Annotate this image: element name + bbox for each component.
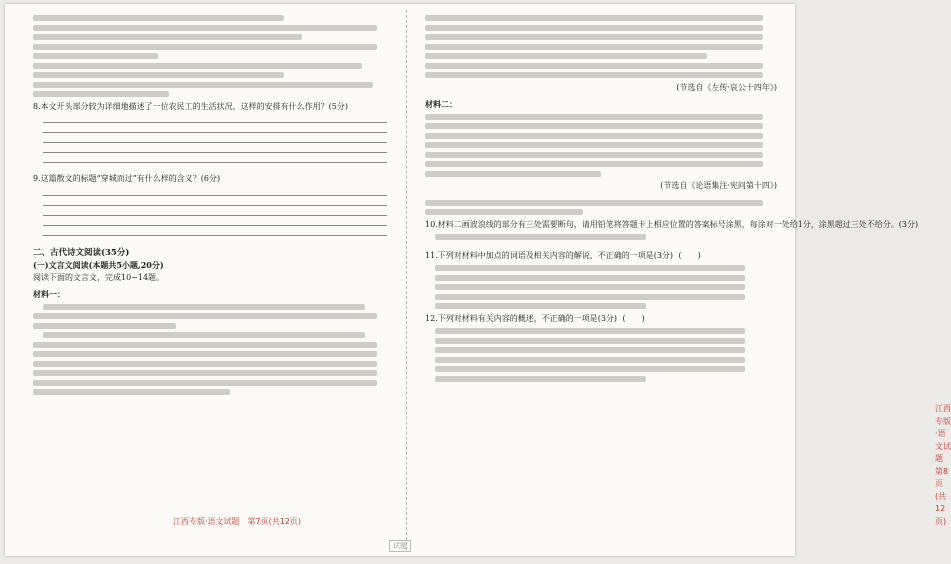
annotations <box>425 200 777 216</box>
answer-line <box>43 152 387 153</box>
question-11 <box>425 250 777 263</box>
reading-instructions: 阅读下面的文言文，完成10~14题。 <box>33 272 165 282</box>
center-fold <box>406 10 407 550</box>
material-2-label: 材料二： <box>425 99 457 109</box>
page-footer-right: 江西专版·语文试题 第8页(共12页) <box>935 404 951 526</box>
answer-line <box>43 195 387 196</box>
answer-area-9 <box>33 195 391 236</box>
question-12-text: 12.下列对材料有关内容的概述，不正确的一项是(3分) <box>425 313 618 323</box>
answer-paren-12: ( ) <box>622 313 645 323</box>
exam-sheet <box>5 4 951 556</box>
question-11-text: 11.下列对材料中加点的词语及相关内容的解说，不正确的一项是(3分) <box>425 250 674 260</box>
source-1: (节选自《左传·哀公十四年》) <box>676 82 777 92</box>
answer-line <box>43 225 387 226</box>
page-8 <box>415 12 951 534</box>
question-8: 8.本文开头部分较为详细地描述了一位农民工的生活状况，这样的安排有什么作用？(5分) <box>33 101 348 111</box>
answer-line <box>43 122 387 123</box>
answer-area-8 <box>33 122 391 163</box>
source-2: (节选自《论语集注·宪问第十四》) <box>660 181 777 190</box>
classical-text-1-continued <box>425 15 777 78</box>
page-7 <box>23 12 401 534</box>
material-1-label: 材料一： <box>33 289 65 299</box>
section-title: 二、古代诗文阅读(35分) <box>33 247 130 258</box>
classical-text-1 <box>33 304 391 396</box>
question-9: 9.这篇散文的标题“穿城而过”有什么样的含义？(6分) <box>33 174 221 183</box>
question-10: 10.材料二画波浪线的部分有三处需要断句，请用铅笔将答题卡上相应位置的答案标号涂黑，每涂对一处给1分，涂黑超过三处不给分。(3分) <box>425 219 919 229</box>
answer-line <box>43 205 387 206</box>
answer-line <box>43 215 387 216</box>
answer-paren-11: ( ) <box>678 250 701 260</box>
page-footer-left: 江西专版·语文试题 第7页(共12页) <box>173 516 302 526</box>
answer-line <box>43 142 387 143</box>
answer-line <box>43 132 387 133</box>
watermark-stamp: 试题 <box>389 540 411 552</box>
subsection-title: (一)文言文阅读(本题共5小题,20分) <box>33 260 164 270</box>
question-12 <box>425 313 777 326</box>
classical-text-2 <box>425 114 777 177</box>
